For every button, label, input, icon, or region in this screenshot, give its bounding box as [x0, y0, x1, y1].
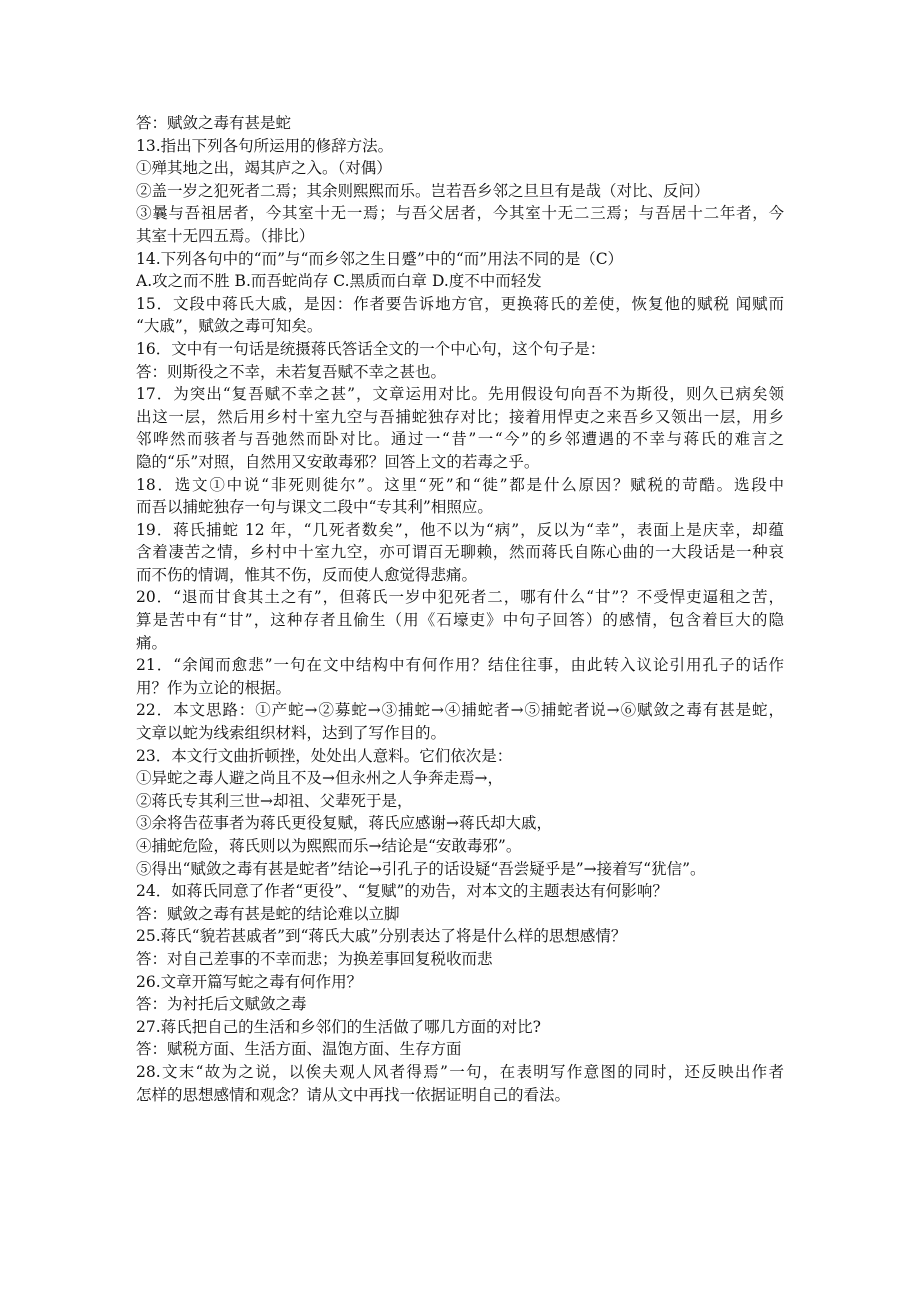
text-line: ⑤得出“赋敛之毒有甚是蛇者”结论→引孔子的话设疑“吾尝疑乎是”→接着写“犹信”。 [136, 859, 706, 878]
text-line: 算是苦中有“甘”，这种存者且偷生（用《石壕吏》中句子回答）的感情，包含着巨大的隐 [136, 611, 784, 630]
text-line: 痛。 [136, 633, 168, 652]
text-line: 21．“余闻而愈悲”一句在文中结构中有何作用？结住往事，由此转入议论引用孔子的话作 [136, 656, 784, 675]
text-line: 17．为突出“复吾赋不幸之甚”，文章运用对比。先用假设句向吾不为斯役，则久已病矣领 [136, 385, 784, 404]
text-line: 答：赋敛之毒有甚是蛇 [136, 114, 292, 132]
text-line: 14.下列各句中的“而”与“而乡邻之生日蹙”中的“而”用法不同的是（C） [136, 249, 624, 268]
text-line: 用？作为立论的根据。 [136, 678, 292, 697]
text-line: 22．本文思路：①产蛇→②募蛇→③捕蛇→④捕蛇者→⑤捕蛇者说→⑥赋敛之毒有甚是蛇， [136, 701, 784, 720]
text-line: ②蒋氏专其利三世→却祖、父辈死于是， [136, 791, 413, 810]
text-line: 18．选文①中说“非死则徙尔”。这里“死”和“徙”都是什么原因？赋税的苛酷。选段中 [136, 475, 784, 494]
text-line: 而不伤的情调，惟其不伤，反而使人愈觉得悲痛。 [136, 565, 478, 584]
text-line: ③曩与吾祖居者，今其室十无一焉；与吾父居者，今其室十无二三焉；与吾居十二年者，今 [136, 204, 784, 223]
text-line: 其室十无四五焉。（排比） [136, 226, 315, 245]
text-line: “大戚”，赋敛之毒可知矣。 [136, 317, 323, 336]
text-line: 27.蒋氏把自己的生活和乡邻们的生活做了哪几方面的对比? [136, 1017, 541, 1036]
text-line: 16．文中有一句话是统摄蒋氏答话全文的一个中心句，这个句子是： [136, 339, 606, 358]
text-line: 含着凄苦之情，乡村中十室九空，亦可谓百无聊赖，然而蒋氏自陈心曲的一大段话是一种哀 [136, 543, 784, 562]
text-line: 13.指出下列各句所运用的修辞方法。 [136, 136, 394, 155]
text-line: 文章以蛇为线索组织材料，达到了写作目的。 [136, 724, 447, 743]
text-line: 28.文末“故为之说，以俟夫观人风者得焉”一句，在表明写作意图的同时，还反映出作者 [136, 1062, 784, 1081]
text-line: 答：对自己差事的不幸而悲；为换差事回复税收而悲 [136, 949, 493, 968]
text-line: ④捕蛇危险，蒋氏则以为熙熙而乐→结论是“安敢毒邪”。 [136, 837, 522, 855]
text-line: ③余将告莅事者为蒋氏更役复赋，蒋氏应感谢→蒋氏却大戚， [136, 814, 552, 833]
text-line: 答：为衬托后文赋敛之毒 [136, 995, 307, 1014]
text-line: 答：赋敛之毒有甚是蛇的结论难以立脚 [136, 904, 400, 923]
text-line: 25.蒋氏“貌若甚戚者”到“蒋氏大戚”分别表达了将是什么样的思想感情？ [136, 927, 627, 946]
text-line: 隐的“乐”对照，自然用又安敢毒邪？回答上文的若毒之乎。 [136, 452, 540, 471]
text-line: A.攻之而不胜 B.而吾蛇尚存 C.黑质而白章 D.度不中而轻发 [136, 272, 542, 291]
text-line: ①异蛇之毒人避之尚且不及→但永州之人争奔走焉→， [136, 769, 503, 788]
text-line: 邻哗然而骇者与吾弛然而卧对比。通过一“昔”一“今”的乡邻遭遇的不幸与蒋氏的难言之 [136, 430, 784, 449]
text-line: 答：则斯役之不幸，未若复吾赋不幸之甚也。 [136, 362, 447, 381]
text-line: 而吾以捕蛇独存一句与课文二段中“专其利”相照应。 [136, 498, 493, 517]
text-line: 24．如蒋氏同意了作者“更役”、“复赋”的劝告，对本文的主题表达有何影响？ [136, 882, 668, 901]
text-line: 23．本文行文曲折顿挫，处处出人意料。它们依次是： [136, 746, 513, 765]
text-line: 26.文章开篇写蛇之毒有何作用？ [136, 972, 363, 991]
text-line: ②盖一岁之犯死者二焉；其余则熙熙而乐。岂若吾乡邻之旦旦有是哉（对比、反问） [136, 181, 710, 200]
document-body [136, 112, 784, 1106]
text-line: 19．蒋氏捕蛇 12 年，“几死者数矣”，他不以为“病”，反以为“幸”，表面上是庆幸，却蕴 [136, 520, 784, 539]
text-line: 15．文段中蒋氏大戚，是因：作者要告诉地方官，更换蒋氏的差使，恢复他的赋税 闻赋而 [136, 294, 784, 313]
text-line: 怎样的思想感情和观念？请从文中再找一依据证明自己的看法。 [136, 1085, 571, 1104]
text-line: 20．“退而甘食其土之有”，但蒋氏一岁中犯死者二，哪有什么“甘”？不受悍吏逼租之苦， [136, 588, 784, 607]
text-line: 出这一层，然后用乡村十室九空与吾捕蛇独存对比；接着用悍吏之来吾乡又领出一层，用乡 [136, 407, 784, 426]
text-line: ①殚其地之出，竭其庐之入。（对偶） [136, 159, 392, 178]
text-line: 答：赋税方面、生活方面、温饱方面、生存方面 [136, 1040, 462, 1059]
